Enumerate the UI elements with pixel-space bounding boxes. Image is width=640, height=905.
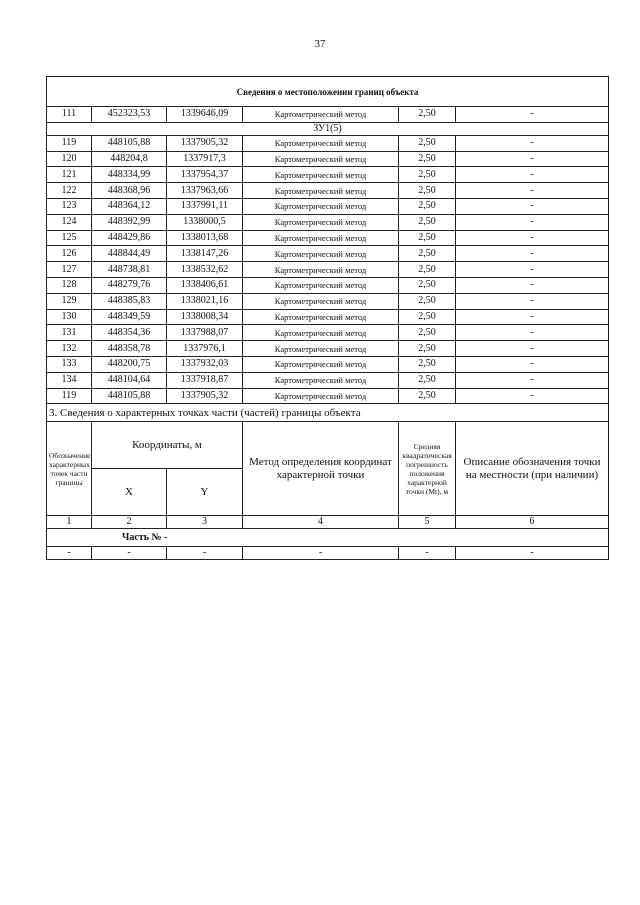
cell-method: Картометрический метод [243, 325, 399, 341]
column-number: 6 [456, 516, 609, 529]
cell-coord-x: 448429,86 [92, 230, 167, 246]
cell-coord-y: 1337918,87 [167, 372, 243, 388]
cell-description: - [456, 183, 609, 199]
table-row [47, 356, 609, 372]
cell-description: - [456, 246, 609, 262]
cell-description: - [456, 277, 609, 293]
cell-accuracy: 2,50 [399, 341, 456, 357]
header-coordinates: Координаты, м [92, 422, 243, 469]
cell-accuracy: 2,50 [399, 230, 456, 246]
table-row [47, 198, 609, 214]
cell-accuracy: 2,50 [399, 277, 456, 293]
subheader-row [47, 122, 609, 135]
cell-coord-x: 448392,99 [92, 214, 167, 230]
cell-point-number: 129 [47, 293, 92, 309]
cell-point-number: 128 [47, 277, 92, 293]
cell-point-number: 119 [47, 135, 92, 151]
cell-method: Картометрический метод [243, 356, 399, 372]
cell-description: - [456, 262, 609, 278]
table-row [47, 246, 609, 262]
table-row [47, 547, 609, 560]
cell-method: Картометрический метод [243, 107, 399, 123]
cell-point-number: 132 [47, 341, 92, 357]
table-row [47, 372, 609, 388]
header-point-designation: Обозначение характерных точек части границы [47, 422, 92, 516]
section3-title: 3. Сведения о характерных точках части (частей) границы объекта [47, 404, 609, 422]
cell-accuracy: 2,50 [399, 309, 456, 325]
cell-coord-y: 1337932,03 [167, 356, 243, 372]
cell-coord-y: 1337917,3 [167, 151, 243, 167]
cell-method: Картометрический метод [243, 198, 399, 214]
empty-cell: - [47, 547, 92, 560]
cell-accuracy: 2,50 [399, 198, 456, 214]
cell-description: - [456, 293, 609, 309]
cell-description: - [456, 341, 609, 357]
cell-method: Картометрический метод [243, 293, 399, 309]
cell-coord-x: 448844,49 [92, 246, 167, 262]
table-row [47, 341, 609, 357]
empty-cell: - [92, 547, 167, 560]
column-number: 5 [399, 516, 456, 529]
boundary-table [46, 76, 609, 560]
section3-header-row [47, 422, 609, 469]
cell-method: Картометрический метод [243, 246, 399, 262]
table-row [47, 293, 609, 309]
cell-method: Картометрический метод [243, 277, 399, 293]
cell-description: - [456, 198, 609, 214]
cell-description: - [456, 151, 609, 167]
column-number: 4 [243, 516, 399, 529]
cell-coord-x: 448105,88 [92, 135, 167, 151]
empty-cell: - [167, 547, 243, 560]
column-numbers-row [47, 516, 609, 529]
cell-description: - [456, 388, 609, 404]
part-row [47, 529, 609, 547]
cell-point-number: 127 [47, 262, 92, 278]
cell-coord-x: 452323,53 [92, 107, 167, 123]
table-row [47, 167, 609, 183]
cell-method: Картометрический метод [243, 388, 399, 404]
cell-coord-y: 1337954,37 [167, 167, 243, 183]
cell-method: Картометрический метод [243, 135, 399, 151]
table-row [47, 325, 609, 341]
cell-point-number: 130 [47, 309, 92, 325]
cell-coord-y: 1337963,66 [167, 183, 243, 199]
cell-coord-x: 448104,64 [92, 372, 167, 388]
cell-accuracy: 2,50 [399, 356, 456, 372]
cell-point-number: 111 [47, 107, 92, 123]
cell-accuracy: 2,50 [399, 135, 456, 151]
table-row [47, 183, 609, 199]
header-x: X [92, 469, 167, 516]
cell-coord-y: 1337991,11 [167, 198, 243, 214]
cell-coord-x: 448349,59 [92, 309, 167, 325]
cell-method: Картометрический метод [243, 167, 399, 183]
page-number: 37 [314, 38, 326, 50]
cell-accuracy: 2,50 [399, 107, 456, 123]
cell-accuracy: 2,50 [399, 388, 456, 404]
cell-point-number: 126 [47, 246, 92, 262]
cell-accuracy: 2,50 [399, 151, 456, 167]
cell-coord-y: 1338406,61 [167, 277, 243, 293]
cell-point-number: 123 [47, 198, 92, 214]
cell-coord-y: 1338008,34 [167, 309, 243, 325]
table-row [47, 388, 609, 404]
cell-point-number: 121 [47, 167, 92, 183]
cell-coord-x: 448385,83 [92, 293, 167, 309]
table-row [47, 262, 609, 278]
table-row [47, 230, 609, 246]
cell-description: - [456, 309, 609, 325]
empty-cell: - [243, 547, 399, 560]
cell-coord-y: 1337905,32 [167, 388, 243, 404]
cell-accuracy: 2,50 [399, 214, 456, 230]
column-number: 3 [167, 516, 243, 529]
cell-method: Картометрический метод [243, 372, 399, 388]
cell-coord-y: 1338000,5 [167, 214, 243, 230]
empty-cell: - [456, 547, 609, 560]
cell-method: Картометрический метод [243, 262, 399, 278]
cell-accuracy: 2,50 [399, 167, 456, 183]
cell-coord-x: 448358,78 [92, 341, 167, 357]
column-number: 2 [92, 516, 167, 529]
cell-coord-y: 1338021,16 [167, 293, 243, 309]
cell-method: Картометрический метод [243, 309, 399, 325]
cell-coord-x: 448279,76 [92, 277, 167, 293]
table-row [47, 135, 609, 151]
cell-point-number: 119 [47, 388, 92, 404]
cell-accuracy: 2,50 [399, 183, 456, 199]
header-accuracy: Средняя квадратическая погрешность положения характерной точки (Mt), м [399, 422, 456, 516]
cell-description: - [456, 214, 609, 230]
cell-description: - [456, 325, 609, 341]
cell-description: - [456, 135, 609, 151]
cell-coord-x: 448364,12 [92, 198, 167, 214]
header-y: Y [167, 469, 243, 516]
table-row [47, 151, 609, 167]
cell-accuracy: 2,50 [399, 372, 456, 388]
cell-description: - [456, 356, 609, 372]
cell-point-number: 133 [47, 356, 92, 372]
cell-coord-x: 448200,75 [92, 356, 167, 372]
cell-coord-x: 448368,96 [92, 183, 167, 199]
cell-accuracy: 2,50 [399, 293, 456, 309]
cell-point-number: 120 [47, 151, 92, 167]
cell-point-number: 125 [47, 230, 92, 246]
cell-description: - [456, 107, 609, 123]
section3-title-row [47, 404, 609, 422]
cell-method: Картометрический метод [243, 151, 399, 167]
cell-coord-y: 1338532,62 [167, 262, 243, 278]
table-title: Сведения о местоположении границ объекта [47, 77, 609, 107]
cell-description: - [456, 230, 609, 246]
cell-point-number: 122 [47, 183, 92, 199]
table-row [47, 277, 609, 293]
subheader-label: ЗУ1(5) [47, 122, 609, 135]
table-row [47, 214, 609, 230]
cell-coord-x: 448204,8 [92, 151, 167, 167]
cell-coord-y: 1339646,09 [167, 107, 243, 123]
cell-method: Картометрический метод [243, 183, 399, 199]
cell-method: Картометрический метод [243, 214, 399, 230]
cell-coord-y: 1337905,32 [167, 135, 243, 151]
cell-coord-y: 1337976,1 [167, 341, 243, 357]
cell-coord-x: 448354,36 [92, 325, 167, 341]
table-row [47, 309, 609, 325]
cell-accuracy: 2,50 [399, 262, 456, 278]
header-method: Метод определения координат характерной точки [243, 422, 399, 516]
cell-coord-x: 448738,81 [92, 262, 167, 278]
cell-method: Картометрический метод [243, 230, 399, 246]
table-row [47, 107, 609, 123]
cell-point-number: 131 [47, 325, 92, 341]
cell-coord-x: 448105,88 [92, 388, 167, 404]
cell-coord-y: 1338013,68 [167, 230, 243, 246]
cell-description: - [456, 372, 609, 388]
empty-cell: - [399, 547, 456, 560]
header-description: Описание обозначения точки на местности (при наличии) [456, 422, 609, 516]
column-number: 1 [47, 516, 92, 529]
part-label: Часть № - [47, 529, 609, 547]
cell-accuracy: 2,50 [399, 325, 456, 341]
cell-coord-y: 1338147,26 [167, 246, 243, 262]
cell-coord-x: 448334,99 [92, 167, 167, 183]
cell-coord-y: 1337988,07 [167, 325, 243, 341]
cell-description: - [456, 167, 609, 183]
cell-point-number: 134 [47, 372, 92, 388]
table-title-row [47, 77, 609, 107]
cell-point-number: 124 [47, 214, 92, 230]
cell-accuracy: 2,50 [399, 246, 456, 262]
cell-method: Картометрический метод [243, 341, 399, 357]
